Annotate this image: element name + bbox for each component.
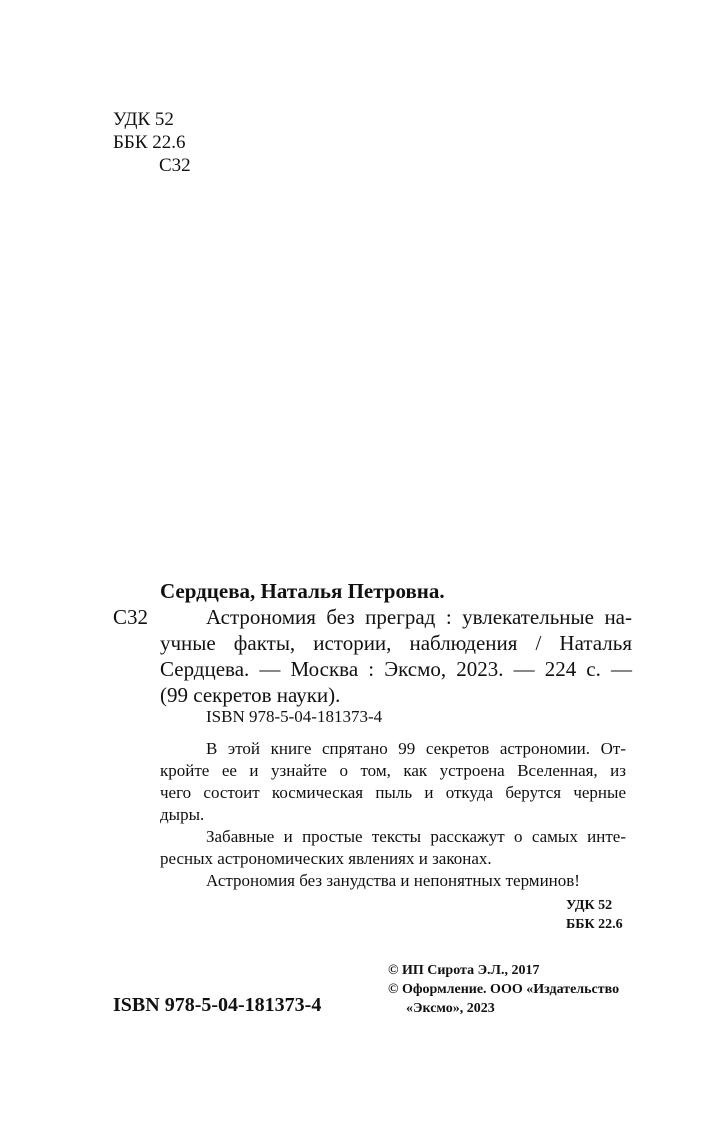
description-line: (99 секретов науки). bbox=[160, 683, 341, 707]
bibliographic-description bbox=[160, 604, 632, 708]
annotation-line: В этой книге спрятано 99 секретов астрономии. От- bbox=[206, 739, 626, 758]
description-line: Сердцева. — Москва : Эксмо, 2023. — 224 с. — bbox=[160, 657, 632, 681]
isbn-record: ISBN 978-5-04-181373-4 bbox=[206, 707, 383, 726]
description-line: учные факты, истории, наблюдения / Наталья bbox=[160, 631, 632, 655]
bbk-code: ББК 22.6 bbox=[113, 132, 186, 153]
copyright-line: © Оформление. ООО «Издательство bbox=[388, 982, 620, 997]
classification-codes-top bbox=[113, 108, 191, 177]
annotation bbox=[160, 738, 626, 892]
annotation-line: кройте ее и узнайте о том, как устроена Вселенная, из bbox=[160, 761, 626, 780]
copyright-block bbox=[388, 961, 628, 1018]
author-heading: Сердцева, Наталья Петровна. bbox=[160, 579, 445, 603]
classification-codes-bottom bbox=[566, 896, 623, 934]
annotation-line: чего состоит космическая пыль и откуда берутся черные bbox=[160, 783, 626, 802]
annotation-line: дыры. bbox=[160, 805, 205, 824]
author-sign-left: С32 bbox=[113, 605, 149, 629]
annotation-line: Астрономия без занудства и непонятных терминов! bbox=[206, 871, 580, 890]
copyright-line: «Эксмо», 2023 bbox=[406, 1001, 495, 1016]
copyright-line: © ИП Сирота Э.Л., 2017 bbox=[388, 963, 540, 978]
udk-code: УДК 52 bbox=[113, 109, 174, 130]
description-line: Астрономия без преград : увлекательные на- bbox=[206, 605, 632, 629]
bbk-code-bottom: ББК 22.6 bbox=[566, 917, 623, 932]
annotation-line: ресных астрономических явлениях и законах. bbox=[160, 849, 492, 868]
isbn-bottom: ISBN 978-5-04-181373-4 bbox=[113, 994, 322, 1016]
udk-code-bottom: УДК 52 bbox=[566, 898, 613, 913]
annotation-line: Забавные и простые тексты расскажут о самых инте- bbox=[206, 827, 626, 846]
author-sign-code: С32 bbox=[159, 155, 191, 176]
